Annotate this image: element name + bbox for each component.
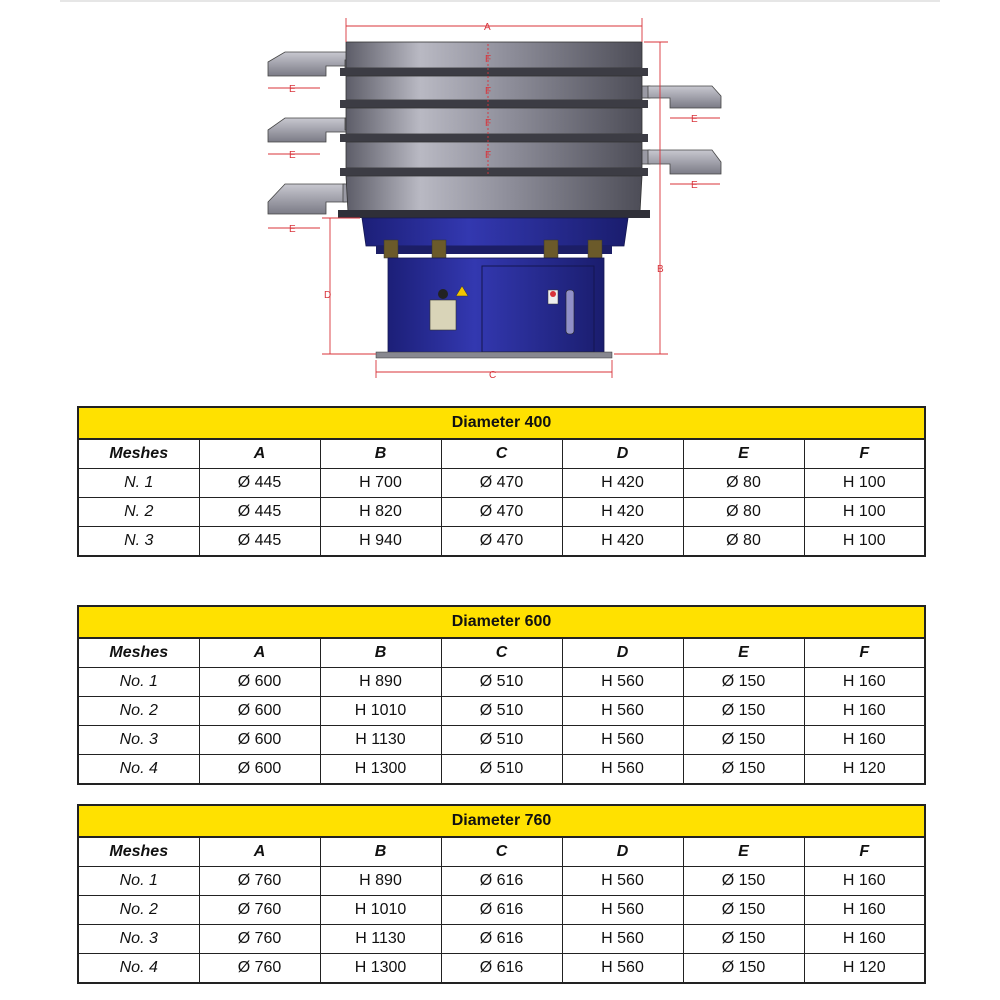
cell-e: Ø 80	[683, 498, 804, 527]
cell-a: Ø 760	[199, 896, 320, 925]
cell-c: Ø 470	[441, 527, 562, 557]
cell-meshes: N. 3	[78, 527, 199, 557]
cell-f: H 160	[804, 867, 925, 896]
cell-meshes: N. 1	[78, 469, 199, 498]
cell-d: H 560	[562, 668, 683, 697]
cell-e: Ø 150	[683, 867, 804, 896]
cell-a: Ø 600	[199, 755, 320, 785]
cell-a: Ø 760	[199, 954, 320, 984]
table-row	[78, 954, 925, 984]
cell-f: H 100	[804, 498, 925, 527]
table-row	[78, 527, 925, 557]
cell-f: H 160	[804, 668, 925, 697]
header-a: A	[199, 439, 320, 469]
table-row	[78, 697, 925, 726]
cell-meshes: No. 1	[78, 668, 199, 697]
cell-a: Ø 760	[199, 925, 320, 954]
cell-e: Ø 150	[683, 925, 804, 954]
table-diameter-600	[77, 605, 926, 785]
cell-b: H 890	[320, 668, 441, 697]
dim-label-d: D	[324, 290, 332, 301]
dim-label-e-right-2: E	[691, 180, 698, 191]
cell-f: H 120	[804, 755, 925, 785]
cell-c: Ø 510	[441, 726, 562, 755]
cell-a: Ø 445	[199, 527, 320, 557]
cell-e: Ø 150	[683, 755, 804, 785]
cell-e: Ø 150	[683, 896, 804, 925]
vibro-motor-base	[362, 218, 628, 358]
header-d: D	[562, 638, 683, 668]
cell-meshes: No. 1	[78, 867, 199, 896]
cell-a: Ø 760	[199, 867, 320, 896]
table-title: Diameter 600	[78, 606, 925, 638]
dim-label-c: C	[489, 370, 497, 381]
cell-e: Ø 80	[683, 527, 804, 557]
cell-f: H 120	[804, 954, 925, 984]
table-row	[78, 726, 925, 755]
cell-b: H 890	[320, 867, 441, 896]
cell-b: H 1300	[320, 954, 441, 984]
cell-d: H 560	[562, 867, 683, 896]
cell-c: Ø 616	[441, 925, 562, 954]
header-d: D	[562, 837, 683, 867]
cell-c: Ø 616	[441, 896, 562, 925]
cell-d: H 560	[562, 726, 683, 755]
table-title: Diameter 400	[78, 407, 925, 439]
header-e: E	[683, 837, 804, 867]
cell-b: H 820	[320, 498, 441, 527]
header-c: C	[441, 439, 562, 469]
cell-a: Ø 600	[199, 726, 320, 755]
cell-f: H 160	[804, 726, 925, 755]
cell-d: H 560	[562, 896, 683, 925]
cell-e: Ø 150	[683, 954, 804, 984]
header-e: E	[683, 638, 804, 668]
cell-meshes: No. 3	[78, 925, 199, 954]
cell-d: H 560	[562, 925, 683, 954]
dim-label-e-left-1: E	[289, 84, 296, 95]
cell-c: Ø 616	[441, 954, 562, 984]
cell-a: Ø 445	[199, 498, 320, 527]
cell-f: H 160	[804, 896, 925, 925]
dim-label-b: B	[657, 264, 664, 275]
cell-d: H 560	[562, 697, 683, 726]
cell-f: H 160	[804, 925, 925, 954]
table-title: Diameter 760	[78, 805, 925, 837]
header-b: B	[320, 638, 441, 668]
cell-d: H 560	[562, 954, 683, 984]
cell-b: H 1130	[320, 726, 441, 755]
cell-f: H 160	[804, 697, 925, 726]
cell-c: Ø 510	[441, 755, 562, 785]
dim-label-e-left-2: E	[289, 150, 296, 161]
dim-label-f-3: F	[485, 118, 492, 129]
header-meshes: Meshes	[78, 439, 199, 469]
cell-e: Ø 80	[683, 469, 804, 498]
cell-b: H 700	[320, 469, 441, 498]
table-header-row	[78, 439, 925, 469]
cell-e: Ø 150	[683, 697, 804, 726]
cell-d: H 560	[562, 755, 683, 785]
table-row	[78, 498, 925, 527]
header-f: F	[804, 638, 925, 668]
top-rule	[60, 0, 940, 2]
dim-label-e-left-3: E	[289, 224, 296, 235]
cell-f: H 100	[804, 527, 925, 557]
dim-label-f-4: F	[485, 150, 492, 161]
header-e: E	[683, 439, 804, 469]
cell-c: Ø 616	[441, 867, 562, 896]
table-row	[78, 896, 925, 925]
cell-f: H 100	[804, 469, 925, 498]
cell-b: H 1010	[320, 896, 441, 925]
dim-label-f-1: F	[485, 54, 492, 65]
cell-d: H 420	[562, 469, 683, 498]
header-c: C	[441, 837, 562, 867]
cell-b: H 1010	[320, 697, 441, 726]
cell-b: H 1130	[320, 925, 441, 954]
cell-c: Ø 510	[441, 668, 562, 697]
cell-b: H 940	[320, 527, 441, 557]
cell-meshes: No. 2	[78, 697, 199, 726]
table-header-row	[78, 638, 925, 668]
cell-meshes: No. 2	[78, 896, 199, 925]
table-diameter-400	[77, 406, 926, 557]
header-d: D	[562, 439, 683, 469]
cell-a: Ø 600	[199, 668, 320, 697]
table-row	[78, 925, 925, 954]
header-a: A	[199, 638, 320, 668]
cell-d: H 420	[562, 527, 683, 557]
dim-label-e-right-1: E	[691, 114, 698, 125]
cell-meshes: No. 4	[78, 954, 199, 984]
cell-meshes: N. 2	[78, 498, 199, 527]
cell-a: Ø 445	[199, 469, 320, 498]
header-b: B	[320, 439, 441, 469]
cell-meshes: No. 4	[78, 755, 199, 785]
header-meshes: Meshes	[78, 837, 199, 867]
header-b: B	[320, 837, 441, 867]
dim-label-a: A	[484, 22, 491, 33]
sieve-dimension-drawing	[255, 10, 735, 385]
cell-e: Ø 150	[683, 668, 804, 697]
header-f: F	[804, 837, 925, 867]
cell-d: H 420	[562, 498, 683, 527]
table-row	[78, 867, 925, 896]
header-a: A	[199, 837, 320, 867]
cell-meshes: No. 3	[78, 726, 199, 755]
table-diameter-760	[77, 804, 926, 984]
header-c: C	[441, 638, 562, 668]
dim-label-f-2: F	[485, 86, 492, 97]
sieve-stack	[338, 42, 650, 218]
table-row	[78, 755, 925, 785]
cell-c: Ø 510	[441, 697, 562, 726]
table-header-row	[78, 837, 925, 867]
table-row	[78, 668, 925, 697]
cell-c: Ø 470	[441, 498, 562, 527]
header-f: F	[804, 439, 925, 469]
cell-a: Ø 600	[199, 697, 320, 726]
table-row	[78, 469, 925, 498]
cell-e: Ø 150	[683, 726, 804, 755]
cell-b: H 1300	[320, 755, 441, 785]
cell-c: Ø 470	[441, 469, 562, 498]
header-meshes: Meshes	[78, 638, 199, 668]
